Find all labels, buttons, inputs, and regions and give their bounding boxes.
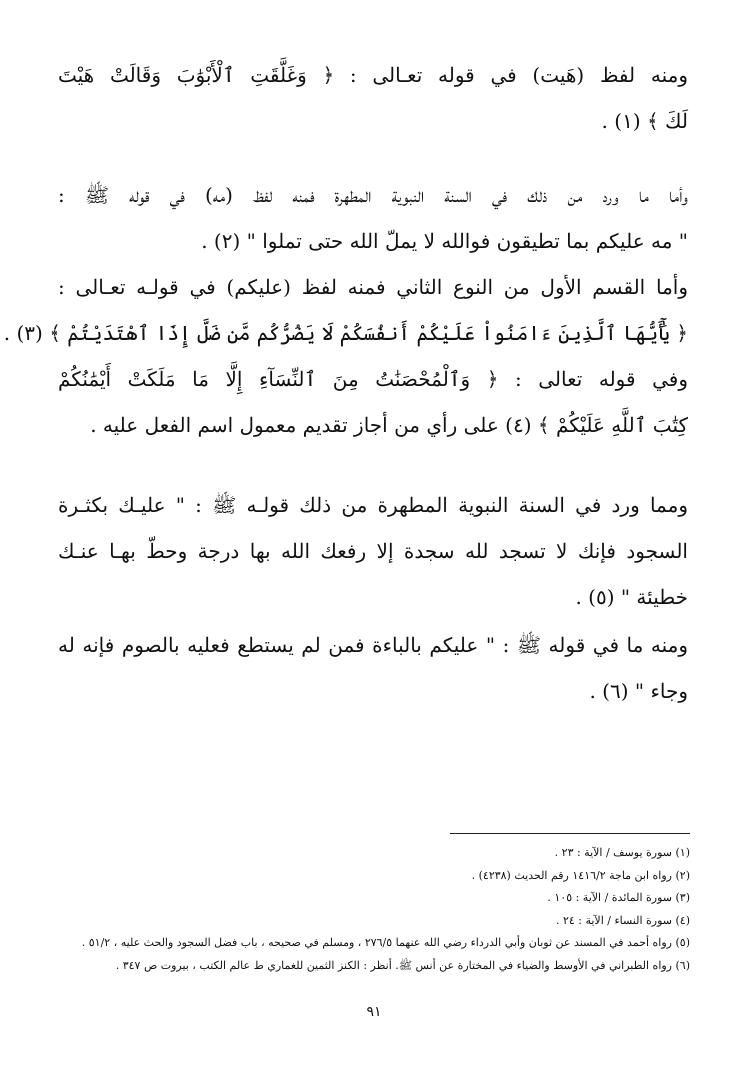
paragraph-line: ومنه ما في قوله ﷺ : " عليكم بالباءة فمن لم يستطع فعليه بالصوم فإنه له <box>58 633 688 657</box>
paragraph-3 <box>3 264 688 356</box>
footnote-4: (٤) سورة النساء / الآية : ٢٤ . <box>555 913 690 927</box>
footnote-3: (٣) سورة المائدة / الآية : ١٠٥ . <box>547 891 690 904</box>
paragraph-1 <box>58 52 688 144</box>
paragraph-line: ومما ورد في السنة النبوية المطهرة من ذلك قولـه ﷺ : " عليـك بكثـرة <box>58 493 688 517</box>
paragraph-line: وفي قوله تعالى : ﴿ وَٱلْمُحْصَنَٰتُ مِنَ ٱلنِّسَآءِ إِلَّا مَا مَلَكَتْ أَيْمَٰنُكُمْ <box>58 367 688 391</box>
paragraph-line: وجاء " (٦) . <box>589 679 688 703</box>
paragraph-2 <box>58 172 688 264</box>
paragraph-line: " مه عليكم بما تطيقون فوالله لا يملّ الله حتى تملوا " (٢) . <box>201 229 688 253</box>
paragraph-line: وأما ما ورد من ذلك في السنة النبوية المطهرة فمنه لفظ (مه) في قوله ﷺ : <box>58 183 688 207</box>
paragraph-line: خطيئة " (٥) . <box>575 585 688 609</box>
page-number: ٩١ <box>366 1004 382 1020</box>
footnote-5: (٥) رواه أحمد في المسند عن ثوبان وأبي الدرداء رضي الله عنهما ٢٧٦/٥ ، ومسلم في صحيحه ، باب فضل السجود والحث عليه ، ٥١/٢ . <box>81 936 690 949</box>
paragraph-5 <box>58 482 688 620</box>
paragraph-line: لَكَ ﴾ (١) . <box>601 109 688 133</box>
footnote-separator <box>450 833 690 834</box>
paragraph-4 <box>58 356 688 448</box>
footnote-6: (٦) رواه الطبراني في الأوسط والضياء في المختارة عن أنس ﷺ. أنظر : الكنز الثمين للغماري ط عالم الكتب ، بيروت ص ٣٤٧ . <box>115 958 690 972</box>
footnote-1: (١) سورة يوسف / الآية : ٢٣ . <box>554 846 690 859</box>
paragraph-6 <box>58 622 688 714</box>
paragraph-line: ومنه لفظ (هَيت) في قوله تعـالى : ﴿ وَغَلَّقَتِ ٱلْأَبْوَٰبَ وَقَالَتْ هَيْتَ <box>58 63 688 87</box>
paragraph-line: كِتَٰبَ ٱللَّهِ عَلَيْكُمْ ﴾ (٤) على رأي من أجاز تقديم معمول اسم الفعل عليه . <box>90 413 688 437</box>
paragraph-line: ﴿ يَٰٓأَيُّهَا ٱلَّذِينَ ءَامَنُواْ عَلَيْكُمْ أَنفُسَكُمْ لَا يَضُرُّكُم مَّن ضَلَّ إِذَا ٱهْتَدَيْتُمْ ﴾ (٣) . <box>3 321 688 345</box>
paragraph-line: وأما القسم الأول من النوع الثاني فمنه لفظ (عليكم) في قولـه تعـالى : <box>58 275 688 299</box>
paragraph-line: السجود فإنك لا تسجد لله سجدة إلا رفعك الله بها درجة وحطّ بهـا عنـك <box>58 539 688 563</box>
footnote-2: (٢) رواه ابن ماجة ١٤١٦/٢ رقم الحديث (٤٢٣٨) . <box>471 868 690 882</box>
footnotes <box>50 842 690 977</box>
